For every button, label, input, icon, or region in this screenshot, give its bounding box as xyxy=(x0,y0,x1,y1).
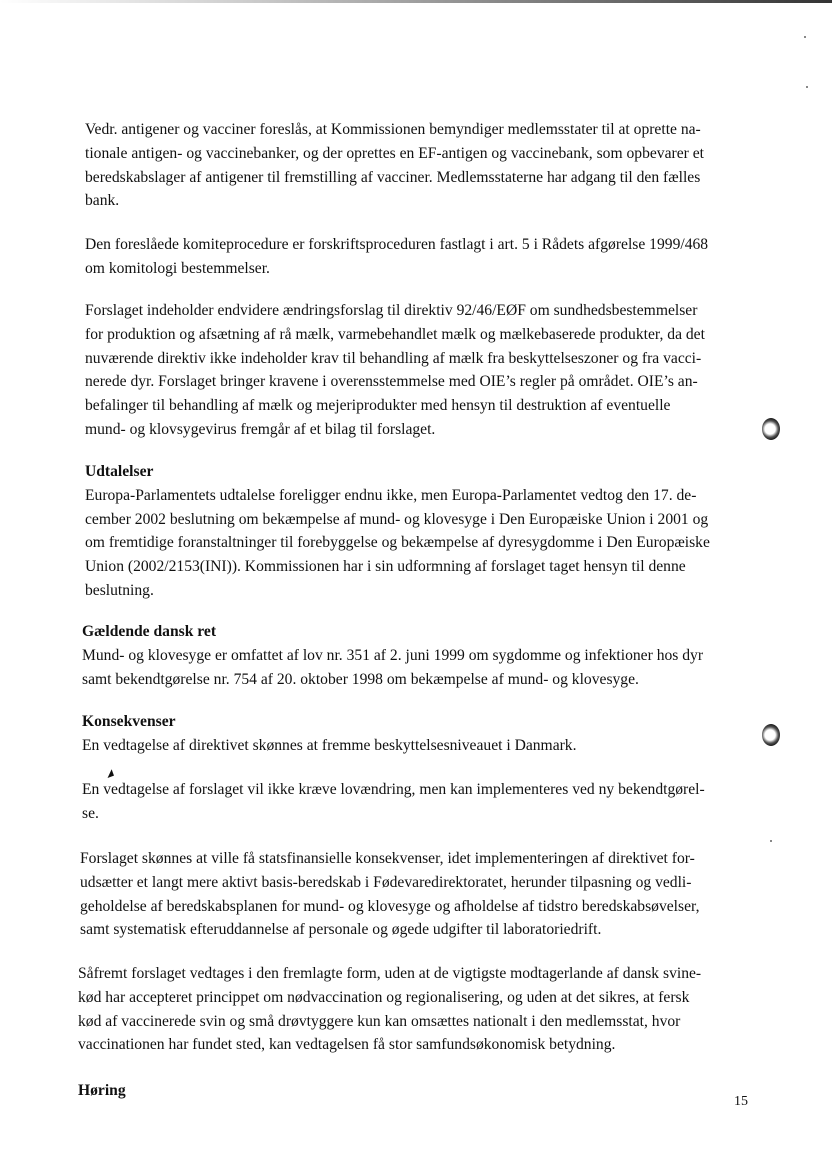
paragraph-samfundsoekonomisk xyxy=(78,962,701,1057)
paragraph-antigens xyxy=(85,118,704,213)
text-line: Såfremt forslaget vedtages i den fremlagte form, uden at de vigtigste modtagerlande af dansk svine- xyxy=(78,965,702,982)
section-udtalelser xyxy=(85,460,710,603)
punch-hole-icon xyxy=(762,418,780,440)
text-line: vaccinationen har fundet sted, kan vedtagelsen få stor samfundsøkonomisk betydning. xyxy=(78,1036,616,1054)
paragraph-aendringsforslag xyxy=(85,299,705,442)
text-line: om komitologi bestemmelser. xyxy=(85,259,270,277)
text-line: om fremtidige foranstaltninger til forebyggelse og bekæmpelse af dyresygdomme i Den Europæiske xyxy=(85,534,710,552)
text-line: beslutning. xyxy=(85,581,154,599)
text-line: En vedtagelse af direktivet skønnes at fremme beskyttelsesniveauet i Danmark. xyxy=(82,736,577,754)
text-line: Forslaget indeholder endvidere ændringsforslag til direktiv 92/46/EØF om sundhedsbestemmelser xyxy=(85,302,698,319)
section-gaeldende-dansk-ret xyxy=(82,620,703,691)
text-line: nerede dyr. Forslaget bringer kravene i overensstemmelse med OIE’s regler på området. OIE’s an- xyxy=(85,373,698,391)
paragraph-lovaendring xyxy=(82,778,705,826)
text-line: beredskabslager af antigener til fremstilling af vacciner. Medlemsstaterne har adgang til den fælles xyxy=(85,168,701,186)
text-line: samt bekendtgørelse nr. 754 af 20. oktober 1998 om bekæmpelse af mund- og klovesyge. xyxy=(82,670,639,688)
section-heading: Konsekvenser xyxy=(82,713,176,730)
text-line: Forslaget skønnes at ville få statsfinansielle konsekvenser, idet implementeringen af direktivet for- xyxy=(80,850,695,867)
section-konsekvenser xyxy=(82,710,577,758)
text-line: befalinger til behandling af mælk og mejeriprodukter med hensyn til destruktion af eventuelle xyxy=(85,397,671,415)
scan-speck xyxy=(804,36,806,38)
text-line: Mund- og klovesyge er omfattet af lov nr. 351 af 2. juni 1999 om sygdomme og infektioner hos dyr xyxy=(82,646,704,664)
paragraph-statsfinansielle xyxy=(80,847,699,942)
text-line: En vedtagelse af forslaget vil ikke kræve lovændring, men kan implementeres ved ny bekendtgørel- xyxy=(82,781,705,798)
text-line: kød har accepteret princippet om nødvaccination og regionalisering, og uden at det sikres, at fersk xyxy=(78,988,690,1006)
text-line: for produktion og afsætning af rå mælk, varmebehandlet mælk og mælkebaserede produkter, da det xyxy=(85,325,705,343)
section-heading: Gældende dansk ret xyxy=(82,623,217,640)
text-line: kød af vaccinerede svin og små drøvtyggere kun kan omsættes nationalt i den medlemsstat, hvor xyxy=(78,1012,681,1030)
punch-hole-icon xyxy=(762,724,780,746)
text-line: udsætter et langt mere aktivt basis-beredskab i Fødevaredirektoratet, herunder tilpasning og vedli- xyxy=(80,873,692,891)
text-line: samt systematisk efteruddannelse af personale og øgede udgifter til laboratoriedrift. xyxy=(80,921,602,939)
text-line: bank. xyxy=(85,192,120,210)
text-line: Union (2002/2153(INI)). Kommissionen har i sin udformning af forslaget taget hensyn til denne xyxy=(85,558,686,576)
text-line: cember 2002 beslutning om bekæmpelse af mund- og klovesyge i Den Europæiske Union i 2001 og xyxy=(85,510,709,528)
page-number: 15 xyxy=(734,1094,748,1109)
section-hoering xyxy=(78,1079,126,1103)
text-line: Vedr. antigener og vacciner foreslås, at Kommissionen bemyndiger medlemsstater til at oprette na- xyxy=(85,121,701,138)
scan-edge xyxy=(0,0,832,3)
text-line: se. xyxy=(82,804,99,822)
scan-speck xyxy=(806,86,808,88)
scan-mark: ◢ xyxy=(104,767,115,779)
text-line: nuværende direktiv ikke indeholder krav til behandling af mælk fra beskyttelseszoner og fra vacci- xyxy=(85,349,702,367)
text-line: tionale antigen- og vaccinebanker, og der oprettes en EF-antigen og vaccinebank, som opbevarer et xyxy=(85,144,704,162)
text-line: mund- og klovsygevirus fremgår af et bilag til forslaget. xyxy=(85,420,436,438)
paragraph-komiteprocedure xyxy=(85,233,708,281)
scan-speck xyxy=(770,840,772,842)
text-line: geholdelse af beredskabsplanen for mund- og klovesyge og afholdelse af tidstro beredskabsøvelser, xyxy=(80,897,700,915)
section-heading: Udtalelser xyxy=(85,463,154,480)
section-heading: Høring xyxy=(78,1082,126,1099)
text-line: Den foreslåede komiteprocedure er forskriftsproceduren fastlagt i art. 5 i Rådets afgørelse 1999/468 xyxy=(85,236,709,253)
text-line: Europa-Parlamentets udtalelse foreligger endnu ikke, men Europa-Parlamentet vedtog den 17. de- xyxy=(85,486,697,504)
